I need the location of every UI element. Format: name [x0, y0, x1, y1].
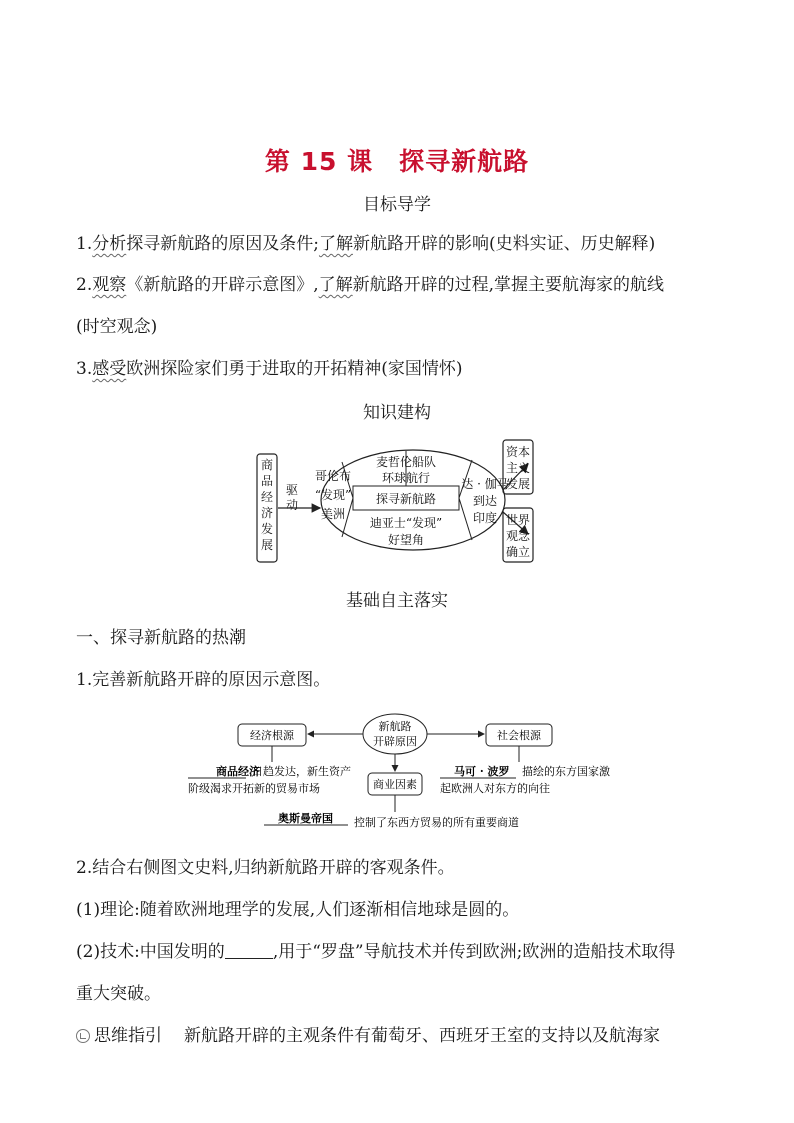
cause-center-label: 开辟原因 — [373, 735, 417, 748]
tip-text: 新航路开辟的主观条件有葡萄牙、西班牙王室的支持以及航海家 — [184, 1026, 660, 1046]
section-goals: 目标导学 — [363, 195, 431, 215]
goal-1-text-a: 探寻新航路的原因及条件; — [126, 234, 319, 254]
goal-2-text-a: 《新航路的开辟示意图》, — [126, 275, 319, 295]
goal-1-verb-2: 了解 — [318, 234, 353, 254]
gama-label: 印度 — [472, 511, 498, 525]
goods-text: 阶级渴求开拓新的贸易市场 — [188, 782, 320, 795]
magellan-label: 环球航行 — [381, 471, 431, 485]
section-structure: 知识建构 — [363, 403, 431, 423]
part1-heading: 一、探寻新航路的热潮 — [76, 628, 246, 648]
world-label: 确立 — [505, 545, 531, 559]
goods-economy-char: 经 — [260, 490, 274, 504]
center-label: 探寻新航路 — [375, 492, 437, 506]
goods-economy-char: 发 — [260, 522, 274, 536]
goal-3-text: 欧洲探险家们勇于进取的开拓精神(家国情怀) — [126, 359, 463, 379]
gama-label: 到达 — [472, 494, 498, 508]
question-2-1: (1)理论:随着欧洲地理学的发展,人们逐渐相信地球是圆的。 — [76, 900, 520, 920]
goal-1-verb: 分析 — [92, 234, 127, 254]
goods-economy-char: 品 — [260, 474, 274, 488]
social-label: 社会根源 — [497, 729, 541, 742]
goods-text: 日趋发达，新生资产 — [252, 765, 351, 778]
question-2-2-continued: 重大突破。 — [76, 984, 161, 1004]
capital-label: 资本 — [505, 445, 531, 459]
question-2-2 — [76, 940, 726, 964]
drive-label: 动 — [286, 498, 299, 512]
ottoman-label: 奥斯曼帝国 — [278, 812, 333, 825]
columbus-label: 美洲 — [320, 507, 346, 521]
goal-1-number: 1. — [76, 234, 93, 254]
goal-2-verb-2: 了解 — [318, 275, 353, 295]
goal-2 — [76, 273, 726, 297]
magellan-label: 麦哲伦船队 — [375, 455, 437, 469]
economic-label: 经济根源 — [250, 729, 294, 742]
goal-3-verb: 感受 — [92, 359, 127, 379]
cause-center-label: 新航路 — [378, 720, 412, 733]
goods-economy-char: 展 — [260, 538, 274, 552]
ottoman-text: 控制了东西方贸易的所有重要商道 — [354, 816, 519, 829]
tip-icon — [76, 1029, 90, 1043]
concept-map — [250, 432, 550, 568]
question-2: 2.结合右侧图文史料,归纳新航路开辟的客观条件。 — [76, 858, 455, 878]
goal-2-text-b: 新航路开辟的过程,掌握主要航海家的航线 — [352, 275, 665, 295]
goal-1 — [76, 232, 726, 256]
marco-polo-text: 描绘的东方国家激 — [522, 765, 610, 778]
goal-3 — [76, 357, 726, 381]
answer-blank[interactable] — [225, 942, 273, 959]
question-2-2-text-a: (2)技术:中国发明的 — [76, 942, 225, 962]
thinking-tip — [76, 1024, 726, 1048]
marco-polo-label: 马可 · 波罗 — [454, 765, 510, 778]
goal-2-verb: 观察 — [92, 275, 127, 295]
gama-label: 达 · 伽马 — [461, 477, 509, 491]
goal-2-number: 2. — [76, 275, 93, 295]
question-2-2-text-b: ,用于“罗盘”导航技术并传到欧洲;欧洲的造船技术取得 — [272, 942, 676, 962]
goods-label: 商品经济 — [216, 765, 260, 778]
world-label: 世界 — [505, 513, 531, 527]
commerce-label: 商业因素 — [373, 778, 417, 791]
goal-1-text-b: 新航路开辟的影响(史料实证、历史解释) — [352, 234, 656, 254]
goods-economy-char: 济 — [260, 506, 274, 520]
dias-label: 好望角 — [387, 533, 425, 547]
capital-label: 发展 — [505, 477, 531, 491]
goal-3-number: 3. — [76, 359, 93, 379]
columbus-label: 哥伦布 — [314, 469, 352, 483]
capital-label: 主义 — [505, 461, 531, 475]
marco-polo-text: 起欧洲人对东方的向往 — [440, 782, 550, 795]
tip-label: 思维指引 — [94, 1026, 162, 1046]
world-label: 观念 — [505, 529, 531, 543]
dias-label: 迪亚士“发现” — [369, 516, 443, 530]
section-basics: 基础自主落实 — [346, 591, 448, 611]
columbus-label: “发现” — [314, 488, 352, 502]
drive-label: 驱 — [286, 483, 299, 497]
goods-economy-char: 商 — [260, 458, 274, 472]
cause-map — [188, 712, 628, 834]
question-1: 1.完善新航路开辟的原因示意图。 — [76, 670, 331, 690]
page-title: 第 15 课 探寻新航路 — [264, 147, 530, 176]
goal-2-continued: (时空观念) — [76, 317, 158, 337]
